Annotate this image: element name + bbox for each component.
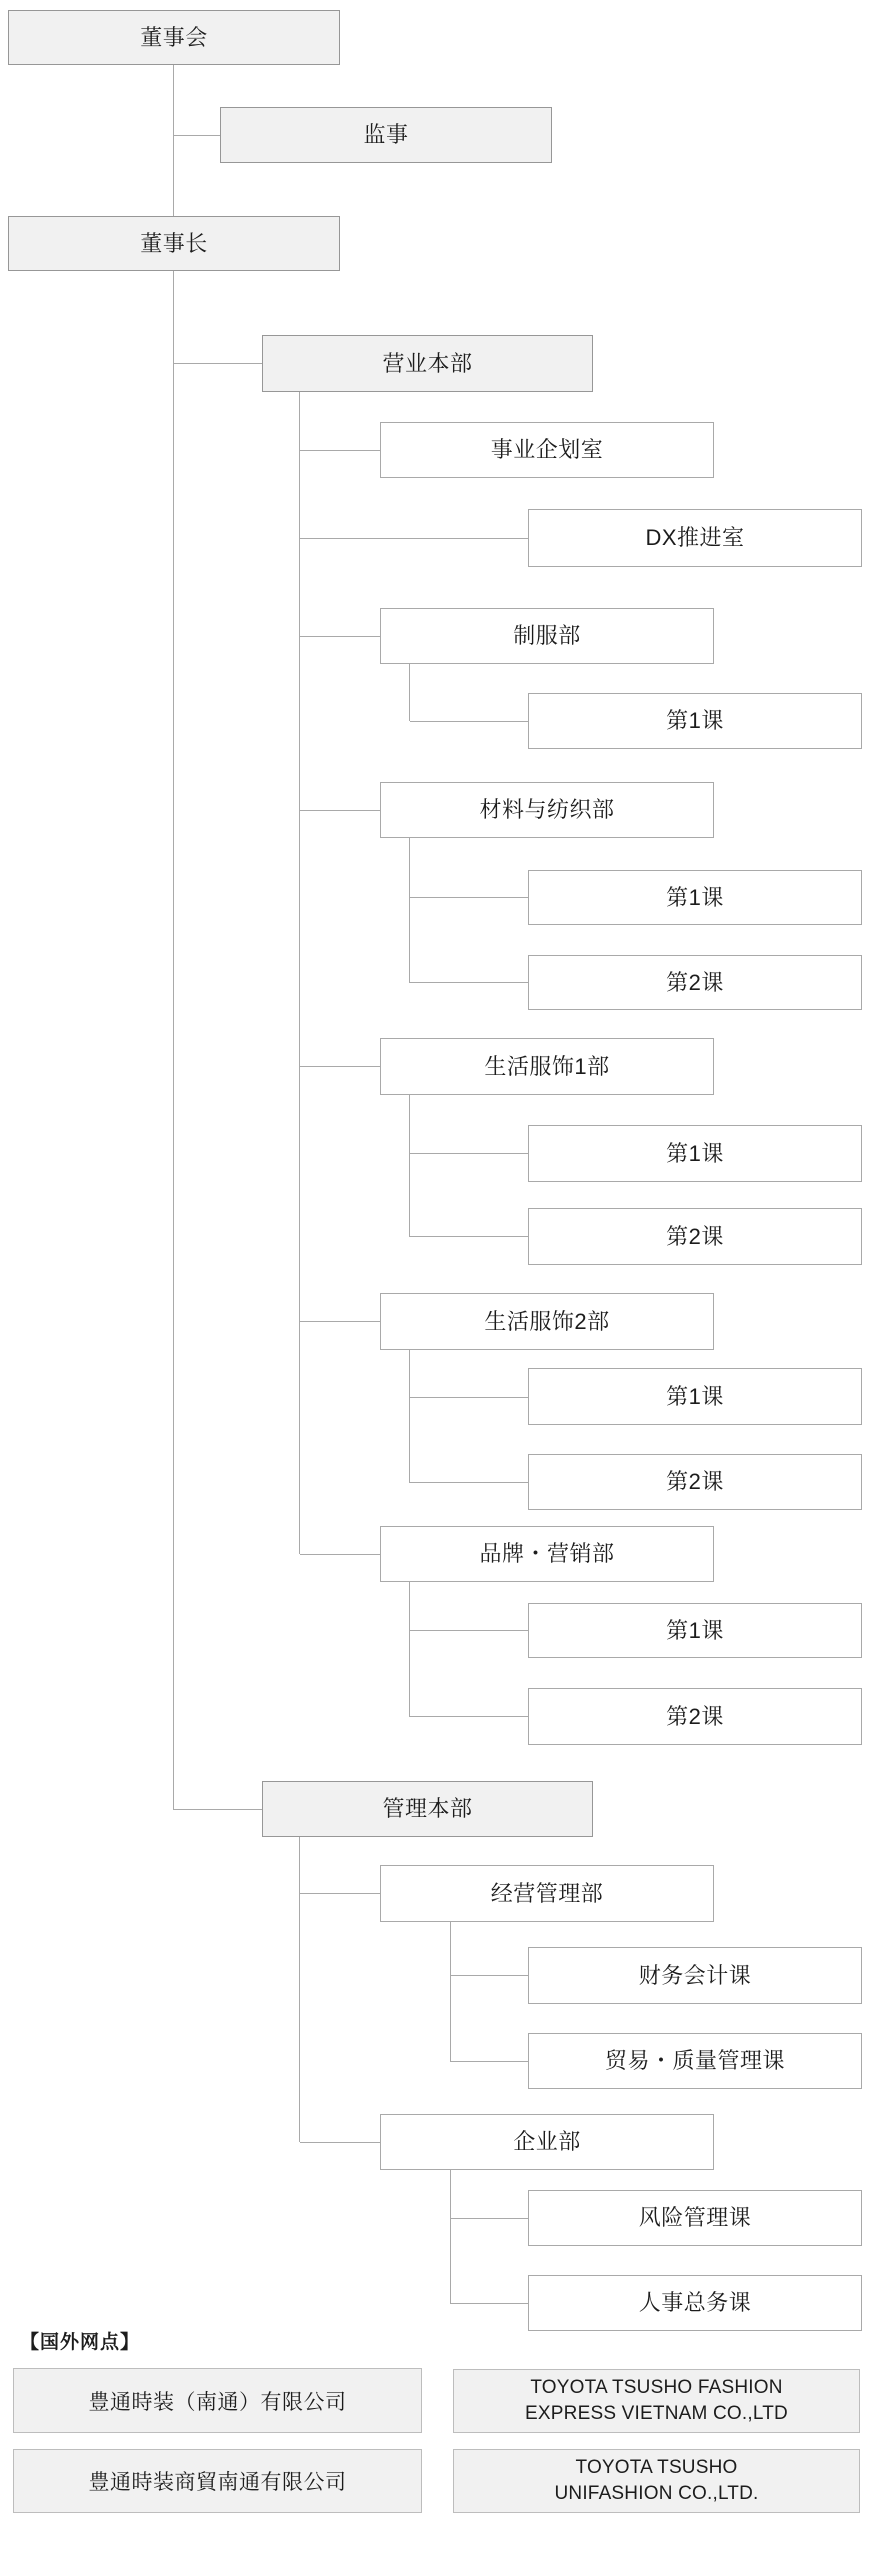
node-dept-dx-promotion: DX推进室 xyxy=(528,509,862,567)
branch-brand-course1 xyxy=(410,1630,528,1631)
spine-management-dept xyxy=(450,1922,451,2062)
company-vietnam-en-line2: EXPRESS VIETNAM CO.,LTD xyxy=(525,2403,788,2424)
node-board: 董事会 xyxy=(8,10,340,65)
node-course-risk-management: 风险管理课 xyxy=(528,2190,862,2246)
company-vietnam-en xyxy=(453,2369,860,2433)
branch-brand-dept xyxy=(300,1554,380,1555)
connector-chairman-trunk xyxy=(173,271,174,1810)
company-unifashion-en-line1: TOYOTA TSUSHO xyxy=(575,2457,738,2479)
node-course-brand-1: 第1课 xyxy=(528,1603,862,1658)
node-supervisor: 监事 xyxy=(220,107,552,163)
branch-risk-course xyxy=(451,2218,528,2219)
node-dept-lifestyle1: 生活服饰1部 xyxy=(380,1038,714,1095)
branch-materials-course2 xyxy=(410,982,528,983)
spine-admin-division xyxy=(299,1837,300,2142)
company-unifashion-en-line2: UNIFASHION CO.,LTD. xyxy=(554,2483,759,2504)
node-course-materials-1: 第1课 xyxy=(528,870,862,925)
spine-sales-division xyxy=(299,392,300,1554)
node-course-lifestyle2-1: 第1课 xyxy=(528,1368,862,1425)
node-course-finance-accounting: 财务会计课 xyxy=(528,1947,862,2004)
connector-admin-division xyxy=(174,1809,262,1810)
spine-brand-dept xyxy=(409,1582,410,1717)
node-course-lifestyle2-2: 第2课 xyxy=(528,1454,862,1510)
spine-corporate-dept xyxy=(450,2170,451,2304)
node-dept-uniform: 制服部 xyxy=(380,608,714,664)
connector-board-chairman xyxy=(173,65,174,216)
node-course-uniform-1: 第1课 xyxy=(528,693,862,749)
spine-lifestyle2-dept xyxy=(409,1350,410,1483)
node-course-trade-quality: 贸易・质量管理课 xyxy=(528,2033,862,2089)
connector-supervisor xyxy=(174,135,220,136)
branch-dx-promotion xyxy=(300,538,528,539)
branch-finance-course xyxy=(451,1975,528,1976)
node-course-materials-2: 第2课 xyxy=(528,955,862,1010)
branch-materials-course1 xyxy=(410,897,528,898)
branch-corporate-dept xyxy=(300,2142,380,2143)
node-division-admin: 管理本部 xyxy=(262,1781,593,1837)
node-dept-materials-textiles: 材料与纺织部 xyxy=(380,782,714,838)
company-nantong-trading-cn: 豊通時装商貿南通有限公司 xyxy=(13,2449,422,2513)
node-course-lifestyle1-2: 第2课 xyxy=(528,1208,862,1265)
company-vietnam-en-line1: TOYOTA TSUSHO FASHION xyxy=(530,2377,783,2399)
spine-materials-dept xyxy=(409,838,410,983)
branch-lifestyle2-dept xyxy=(300,1321,380,1322)
branch-uniform-dept xyxy=(300,636,380,637)
node-course-hr-general-affairs: 人事总务课 xyxy=(528,2275,862,2331)
node-dept-management: 经营管理部 xyxy=(380,1865,714,1922)
connector-sales-division xyxy=(174,363,262,364)
node-dept-lifestyle2: 生活服饰2部 xyxy=(380,1293,714,1350)
branch-brand-course2 xyxy=(410,1716,528,1717)
branch-lifestyle1-dept xyxy=(300,1066,380,1067)
branch-lifestyle1-course2 xyxy=(410,1236,528,1237)
node-chairman: 董事长 xyxy=(8,216,340,271)
company-nantong-cn: 豊通時装（南通）有限公司 xyxy=(13,2368,422,2433)
node-dept-brand-marketing: 品牌・营销部 xyxy=(380,1526,714,1582)
branch-management-dept xyxy=(300,1893,380,1894)
spine-uniform-dept xyxy=(409,664,410,721)
node-dept-business-planning: 事业企划室 xyxy=(380,422,714,478)
branch-trade-quality-course xyxy=(451,2061,528,2062)
branch-lifestyle1-course1 xyxy=(410,1153,528,1154)
branch-lifestyle2-course1 xyxy=(410,1397,528,1398)
branch-hr-course xyxy=(451,2303,528,2304)
branch-uniform-course1 xyxy=(410,721,528,722)
branch-lifestyle2-course2 xyxy=(410,1482,528,1483)
node-division-sales: 营业本部 xyxy=(262,335,593,392)
node-course-brand-2: 第2课 xyxy=(528,1688,862,1745)
company-unifashion-en xyxy=(453,2449,860,2513)
node-course-lifestyle1-1: 第1课 xyxy=(528,1125,862,1182)
overseas-heading: 【国外网点】 xyxy=(20,2332,141,2353)
branch-business-planning xyxy=(300,450,380,451)
spine-lifestyle1-dept xyxy=(409,1095,410,1237)
branch-materials-dept xyxy=(300,810,380,811)
node-dept-corporate: 企业部 xyxy=(380,2114,714,2170)
